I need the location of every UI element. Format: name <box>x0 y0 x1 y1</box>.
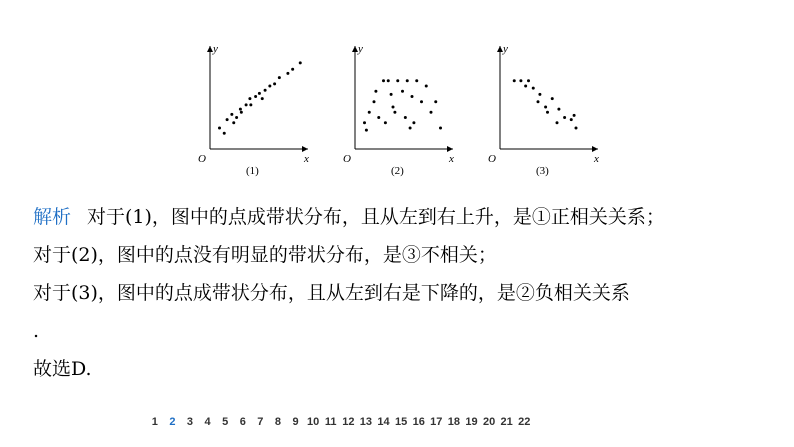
data-point <box>273 82 276 85</box>
page-link-4[interactable]: 4 <box>204 416 211 428</box>
page-link-2[interactable]: 2 <box>169 416 176 428</box>
data-point <box>232 121 235 124</box>
data-point <box>261 97 264 100</box>
data-point <box>412 121 415 124</box>
page-link-18[interactable]: 18 <box>447 416 461 428</box>
data-point <box>258 92 261 95</box>
y-axis-label: y <box>358 43 363 55</box>
data-point <box>570 118 573 121</box>
origin-label: O <box>343 153 351 165</box>
x-axis-label: x <box>304 153 309 165</box>
data-point <box>524 85 527 88</box>
data-point <box>434 100 437 103</box>
data-point <box>527 79 530 82</box>
page-link-12[interactable]: 12 <box>342 416 355 428</box>
data-point <box>425 85 428 88</box>
analysis-line-2: 对于(2)，图中的点没有明显的带状分布，是③不相关； <box>33 244 497 266</box>
page-link-6[interactable]: 6 <box>239 416 246 428</box>
page-link-1[interactable]: 1 <box>151 416 158 428</box>
data-point <box>374 90 377 93</box>
data-point <box>415 79 418 82</box>
data-point <box>299 61 302 64</box>
data-point <box>223 132 226 135</box>
data-point <box>573 114 576 117</box>
data-point <box>563 116 566 119</box>
origin-label: O <box>488 153 496 165</box>
page-link-10[interactable]: 10 <box>307 416 320 428</box>
page-link-3[interactable]: 3 <box>186 416 194 428</box>
data-point <box>268 85 271 88</box>
plot-caption: (1) <box>246 165 259 177</box>
analysis-line-4: . <box>33 320 40 342</box>
data-point <box>544 106 547 109</box>
y-axis-label: y <box>503 43 508 55</box>
data-point <box>249 103 252 106</box>
data-point <box>218 127 221 130</box>
data-point <box>538 93 541 96</box>
page-link-15[interactable]: 15 <box>394 416 408 428</box>
x-axis-arrow <box>302 146 308 152</box>
data-point <box>519 79 522 82</box>
page-link-11[interactable]: 11 <box>324 416 337 428</box>
scatter-plot-2 <box>335 40 455 180</box>
data-point <box>546 111 549 114</box>
analysis-text-1: 对于(1)，图中的点成带状分布，且从左到右上升，是①正相关关系； <box>87 206 665 228</box>
page-link-16[interactable]: 16 <box>412 416 425 428</box>
analysis-line-3: 对于(3)，图中的点成带状分布，且从左到右是下降的，是②负相关关系 <box>33 282 630 304</box>
data-point <box>245 103 248 106</box>
data-point <box>264 89 267 92</box>
x-axis-label: x <box>449 153 454 165</box>
data-point <box>556 121 559 124</box>
data-point <box>551 97 554 100</box>
page-link-17[interactable]: 17 <box>430 416 443 428</box>
data-point <box>239 108 242 111</box>
data-point <box>557 108 560 111</box>
data-point <box>384 121 387 124</box>
analysis-keyword: 解析 <box>33 206 72 228</box>
data-point <box>420 100 423 103</box>
pagination <box>146 416 533 428</box>
x-axis-arrow <box>447 146 453 152</box>
origin-label: O <box>198 153 206 165</box>
data-point <box>363 121 366 124</box>
data-point <box>532 87 535 90</box>
data-point <box>373 100 376 103</box>
analysis-line-1 <box>33 198 773 236</box>
page-link-7[interactable]: 7 <box>257 416 264 428</box>
data-point <box>235 116 238 119</box>
data-point <box>392 106 395 109</box>
data-point <box>387 79 390 82</box>
data-point <box>401 90 404 93</box>
page-link-5[interactable]: 5 <box>222 416 229 428</box>
data-point <box>411 95 414 98</box>
plot-caption: (2) <box>391 165 404 177</box>
page-link-14[interactable]: 14 <box>377 416 390 428</box>
data-point <box>430 111 433 114</box>
data-point <box>226 118 229 121</box>
data-point <box>278 76 281 79</box>
page-link-19[interactable]: 19 <box>465 416 478 428</box>
data-point <box>390 93 393 96</box>
data-point <box>248 97 251 100</box>
x-axis-arrow <box>592 146 598 152</box>
page-link-20[interactable]: 20 <box>482 416 496 428</box>
page-link-8[interactable]: 8 <box>274 416 282 428</box>
data-point <box>404 116 407 119</box>
data-point <box>409 127 412 130</box>
data-point <box>368 111 371 114</box>
data-point <box>537 100 540 103</box>
data-point <box>240 111 243 114</box>
plot-caption: (3) <box>536 165 549 177</box>
page-link-9[interactable]: 9 <box>292 416 299 428</box>
page-link-21[interactable]: 21 <box>500 416 513 428</box>
data-point <box>513 79 516 82</box>
data-point <box>254 95 257 98</box>
data-point <box>365 129 368 132</box>
x-axis-label: x <box>594 153 599 165</box>
analysis-conclusion: 故选D. <box>33 358 92 380</box>
scatter-plot-1 <box>190 40 310 180</box>
data-point <box>291 68 294 71</box>
page-link-22[interactable]: 22 <box>518 416 531 428</box>
data-point <box>377 116 380 119</box>
scatter-plots-figure <box>0 0 794 190</box>
data-point <box>439 127 442 130</box>
scatter-plot-3 <box>480 40 600 180</box>
data-point <box>230 113 233 116</box>
y-axis-label: y <box>213 43 218 55</box>
data-point <box>396 79 399 82</box>
data-point <box>393 111 396 114</box>
analysis-text <box>33 198 773 388</box>
data-point <box>575 127 578 130</box>
page-link-13[interactable]: 13 <box>359 416 373 428</box>
data-point <box>286 72 289 75</box>
data-point <box>382 79 385 82</box>
data-point <box>406 79 409 82</box>
